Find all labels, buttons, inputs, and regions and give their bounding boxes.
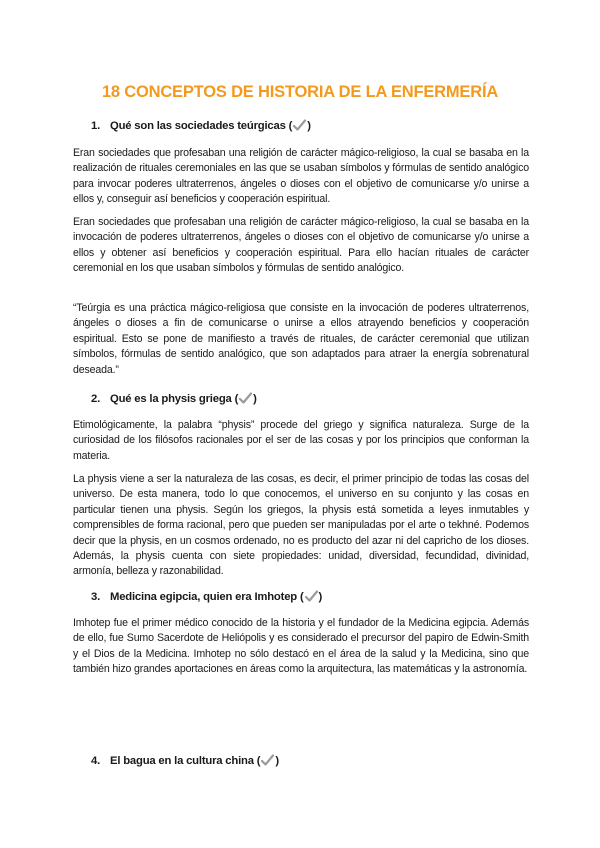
- paragraph: Etimológicamente, la palabra “physis” procede del griego y significa naturaleza. Surge de la curiosidad de los filósofos racionales por el ser de las cosas y por los principios que conforman la materia.: [73, 419, 529, 462]
- section-number: 2.: [91, 393, 101, 405]
- section-title: Medicina egipcia, quien era Imhotep: [110, 591, 297, 603]
- section-title: Qué son las sociedades teúrgicas: [110, 120, 286, 132]
- section-number: 3.: [91, 591, 101, 603]
- section-heading: 2. Qué es la physis griega ( ): [91, 393, 257, 405]
- document-title: 18 CONCEPTOS DE HISTORIA DE LA ENFERMERÍA: [101, 83, 499, 101]
- section-number: 4.: [91, 755, 101, 767]
- paragraph: Imhotep fue el primer médico conocido de la historia y el fundador de la Medicina egipcia. Además de ello, fue Sumo Sacerdote de Heliópolis y es considerado el precursor del papiro de Edwin-Smith y el Dios de la Medicina. Imhotep no sólo destacó en el área de la salud y la Medicina, sino que también hizo grandes aportaciones en áreas como la arquitectura, las matemáticas y la astronomía.: [73, 617, 529, 676]
- check-mark-icon: [260, 754, 275, 766]
- section-title: Qué es la physis griega: [110, 393, 232, 405]
- section-heading: 1. Qué son las sociedades teúrgicas ( ): [91, 120, 311, 132]
- section-number: 1.: [91, 120, 101, 132]
- section-title: El bagua en la cultura china: [110, 755, 254, 767]
- paragraph: Eran sociedades que profesaban una religión de carácter mágico-religioso, la cual se basaba en la realización de rituales ceremoniales en las que se usaban símbolos y fórmulas de sentido analógico para invocar poderes ultraterrenos, ángeles o dioses con el objetivo de comunicarse y/o unirse a ellos y, conseguir así beneficios y cooperación espiritual.: [73, 147, 529, 206]
- section-heading: 3. Medicina egipcia, quien era Imhotep ( ): [91, 591, 323, 603]
- section-heading: 4. El bagua en la cultura china ( ): [91, 755, 279, 767]
- paragraph: Eran sociedades que profesaban una religión de carácter mágico-religioso, la cual se basaba en la invocación de poderes ultraterrenos, ángeles o dioses con el objetivo de comunicarse y/o unirse a ellos y obtener así beneficios y cooperación espiritual. Para ello hacían rituales de carácter ceremonial en los que usaban símbolos y fórmulas de sentido analógico.: [73, 216, 529, 275]
- check-mark-icon: [238, 392, 253, 404]
- paragraph: “Teúrgia es una práctica mágico-religiosa que consiste en la invocación de poderes ultraterrenos, ángeles o dioses a fin de comunicarse o unirse a ellos atrayendo beneficios y cooperación espiritual. Esto se pone de manifiesto a través de rituales, de carácter ceremonial que utilizan símbolos, fórmulas de sentido analógico, que son adaptados para atraer la energía sobrenatural deseada.”: [73, 302, 529, 376]
- paragraph: La physis viene a ser la naturaleza de las cosas, es decir, el primer principio de todas las cosas del universo. De esta manera, todo lo que conocemos, el universo en su conjunto y las cosas en particular tienen una physis. Según los griegos, la physis está sometida a leyes inmutables y comprensibles de forma racional, pero que pueden ser manipuladas por el arte o tekhné. Podemos decir que la physis, en un cosmos ordenado, no es producto del azar ni del capricho de los dioses. Además, la physis cuenta con siete propiedades: unidad, diversidad, fecundidad, divinidad, armonía, belleza y razonabilidad.: [73, 473, 529, 578]
- check-mark-icon: [292, 119, 307, 131]
- check-mark-icon: [304, 590, 319, 602]
